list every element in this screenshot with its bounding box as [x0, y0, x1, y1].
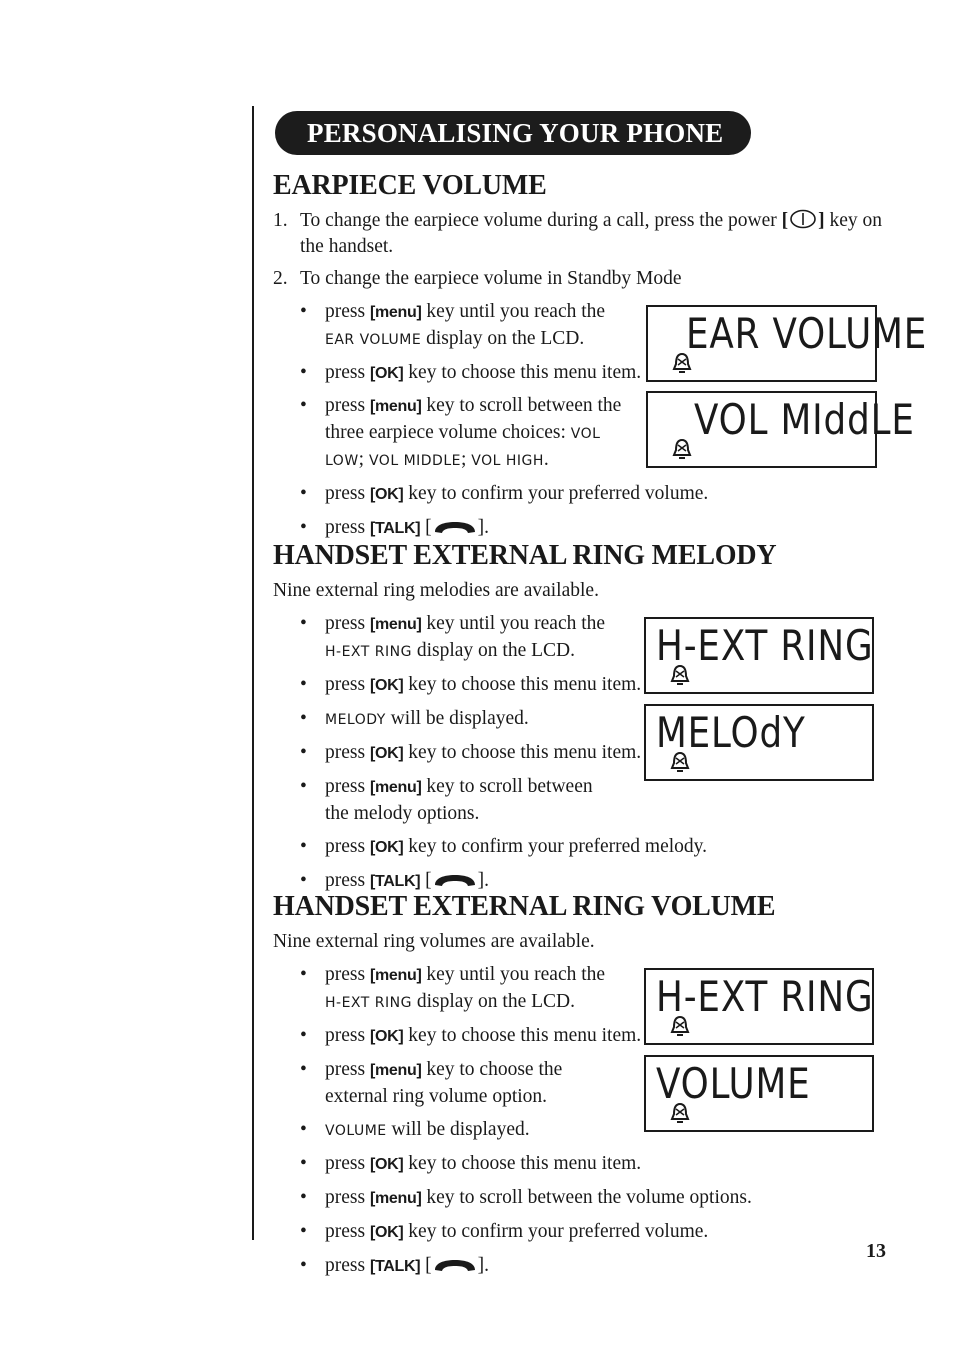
- lcd-text: EAR VOLUME: [686, 309, 928, 358]
- lcd-label: H-EXT RING: [325, 995, 412, 1011]
- lcd-text: VOLUME: [656, 1059, 811, 1108]
- list-item: [300, 1219, 893, 1246]
- text: key to choose this menu item.: [403, 1153, 642, 1174]
- text: press: [325, 776, 370, 797]
- text: key to confirm your preferred volume.: [403, 483, 709, 504]
- key-label: [menu]: [369, 616, 422, 633]
- list-item: [300, 1253, 893, 1280]
- bracket: ]: [818, 210, 825, 231]
- text: [: [420, 870, 432, 891]
- text: press: [325, 395, 370, 416]
- intro-text: Nine external ring melodies are available.: [273, 580, 599, 601]
- text: press: [325, 483, 370, 504]
- lcd-label: MELODY: [325, 712, 386, 728]
- key-label: [menu]: [369, 1190, 422, 1207]
- text: ].: [477, 870, 490, 891]
- text: press: [325, 674, 370, 695]
- text: .: [543, 449, 549, 470]
- list-item: [300, 1057, 620, 1110]
- power-icon: [788, 209, 818, 229]
- bullet: •: [300, 776, 307, 797]
- list-item: [300, 481, 893, 508]
- text: press: [325, 301, 370, 322]
- bullet: •: [300, 1119, 307, 1140]
- lcd-label: VOL LOW: [325, 426, 601, 469]
- text: press: [325, 1153, 370, 1174]
- section-title: HANDSET EXTERNAL RING MELODY: [273, 540, 777, 571]
- text: key to choose the external ring volume option.: [325, 1059, 563, 1107]
- key-label: [OK]: [369, 745, 404, 762]
- step-number: 2.: [273, 268, 288, 289]
- list-item: [300, 834, 893, 861]
- text: key to scroll between the three earpiece volume choices:: [325, 395, 622, 443]
- text: ;: [460, 449, 472, 470]
- lcd-text: H-EXT RING: [656, 621, 874, 670]
- text: press: [325, 870, 370, 891]
- text: display on the LCD.: [411, 991, 575, 1012]
- text: key to choose this menu item.: [403, 362, 642, 383]
- text: press: [325, 964, 370, 985]
- lcd-label: VOLUME: [325, 1123, 387, 1139]
- section-ring-volume: [273, 889, 893, 1280]
- section-banner: PERSONALISING YOUR PHONE: [275, 111, 751, 155]
- intro-text: Nine external ring volumes are available.: [273, 931, 595, 952]
- list-item: [300, 611, 620, 665]
- bullet: •: [300, 964, 307, 985]
- key-label: [menu]: [369, 967, 422, 984]
- text: press: [325, 1025, 370, 1046]
- list-item: [300, 962, 620, 1016]
- step-1: [273, 208, 893, 260]
- lcd-text: MELOdY: [656, 708, 806, 757]
- bullet: •: [300, 1059, 307, 1080]
- list-item: [300, 1023, 893, 1050]
- bullet: •: [300, 870, 307, 891]
- bullet: •: [300, 1025, 307, 1046]
- step-2: [273, 266, 893, 292]
- key-label: [TALK]: [369, 1258, 421, 1275]
- bullet: •: [300, 362, 307, 383]
- bullet: •: [300, 1221, 307, 1242]
- key-label: [OK]: [369, 365, 404, 382]
- text: key to choose this menu item.: [403, 1025, 642, 1046]
- bullet: •: [300, 613, 307, 634]
- text: press: [325, 1221, 370, 1242]
- section-title: EARPIECE VOLUME: [273, 170, 547, 201]
- text: key until you reach the: [421, 964, 606, 985]
- bullet: •: [300, 301, 307, 322]
- bullet: •: [300, 517, 307, 538]
- key-label: [menu]: [369, 1062, 422, 1079]
- list-item: [300, 1151, 893, 1178]
- list-item: [300, 774, 620, 827]
- text: key on the handset.: [300, 210, 883, 257]
- bullet: •: [300, 742, 307, 763]
- bullet: •: [300, 1187, 307, 1208]
- bullet: •: [300, 708, 307, 729]
- key-label: [TALK]: [369, 873, 421, 890]
- text: press: [325, 613, 370, 634]
- key-label: [OK]: [369, 839, 404, 856]
- bullet: •: [300, 1255, 307, 1276]
- list-item: [300, 740, 893, 767]
- handset-icon: [432, 874, 478, 888]
- key-label: [menu]: [369, 398, 422, 415]
- bullet: •: [300, 395, 307, 416]
- text: press: [325, 1255, 370, 1276]
- bullet: •: [300, 483, 307, 504]
- list-item: [300, 672, 893, 699]
- lcd-text: H-EXT RING: [656, 972, 874, 1021]
- list-item: [300, 1117, 893, 1144]
- lcd-label: VOL MIDDLE: [368, 453, 461, 469]
- key-label: [OK]: [369, 1224, 404, 1241]
- lcd-text: VOL MIddLE: [694, 395, 915, 444]
- text: To change the earpiece volume during a call, press the power: [300, 210, 782, 231]
- text: display on the LCD.: [421, 328, 585, 349]
- bullet: •: [300, 1153, 307, 1174]
- text: [: [420, 517, 432, 538]
- text: press: [325, 1187, 370, 1208]
- step-text: To change the earpiece volume in Standby Mode: [300, 268, 682, 289]
- list-item: [300, 1185, 893, 1212]
- text: ].: [477, 517, 490, 538]
- text: press: [325, 742, 370, 763]
- list-item: [300, 706, 893, 733]
- bracket: [: [781, 210, 789, 231]
- key-label: [menu]: [369, 304, 422, 321]
- section-earpiece-volume: [273, 168, 893, 542]
- section-title: HANDSET EXTERNAL RING VOLUME: [273, 891, 776, 922]
- text: press: [325, 517, 370, 538]
- text: key until you reach the: [421, 613, 606, 634]
- text: key to confirm your preferred volume.: [403, 1221, 709, 1242]
- text: key until you reach the: [421, 301, 606, 322]
- key-label: [OK]: [369, 1156, 404, 1173]
- text: press: [325, 362, 370, 383]
- bullet: •: [300, 674, 307, 695]
- list-item: [300, 299, 620, 353]
- step-text: [300, 208, 893, 260]
- text: will be displayed.: [386, 1119, 530, 1140]
- margin-rule: [252, 106, 254, 1240]
- text: ].: [477, 1255, 490, 1276]
- handset-icon: [432, 1259, 478, 1273]
- text: press: [325, 836, 370, 857]
- text: will be displayed.: [385, 708, 529, 729]
- list-item: [300, 393, 640, 474]
- key-label: [menu]: [369, 779, 422, 796]
- text: display on the LCD.: [411, 640, 575, 661]
- text: [: [420, 1255, 432, 1276]
- step-number: 1.: [273, 210, 288, 231]
- text: key to scroll between the melody options.: [325, 776, 593, 824]
- key-label: [OK]: [369, 486, 404, 503]
- lcd-label: EAR VOLUME: [325, 332, 422, 348]
- lcd-label: H-EXT RING: [325, 644, 412, 660]
- bullet: •: [300, 836, 307, 857]
- text: ;: [358, 449, 369, 470]
- key-label: [OK]: [369, 1028, 404, 1045]
- page-number: 13: [866, 1240, 886, 1262]
- text: key to choose this menu item.: [403, 742, 642, 763]
- text: press: [325, 1059, 370, 1080]
- list-item: [300, 360, 893, 387]
- text: key to confirm your preferred melody.: [403, 836, 708, 857]
- lcd-label: VOL HIGH: [471, 453, 544, 469]
- key-label: [OK]: [369, 677, 404, 694]
- text: key to scroll between the volume options.: [421, 1187, 752, 1208]
- section-ring-melody: [273, 538, 893, 895]
- text: key to choose this menu item.: [403, 674, 642, 695]
- key-label: [TALK]: [369, 520, 421, 537]
- handset-icon: [432, 521, 478, 535]
